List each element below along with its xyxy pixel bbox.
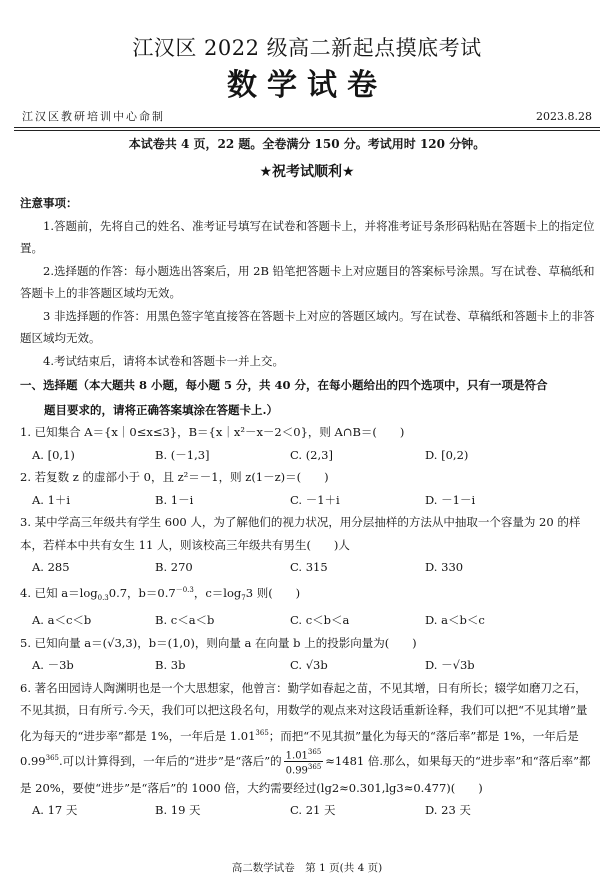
question-6-options — [20, 799, 596, 822]
header-rule — [14, 127, 600, 128]
ratio-fraction: $\frac{1.01^{365}}{0.99^{365}}$ — [285, 747, 322, 777]
option: A. 285 — [32, 560, 70, 574]
note-item: 4.考试结束后，请将本试卷和答题卡一并上交。 — [43, 353, 284, 368]
page-footer: 高二数学试卷 第 1 页(共 4 页) — [231, 862, 383, 874]
option: C. (2,3] — [290, 447, 333, 462]
option: D. 330 — [425, 560, 464, 574]
option: B. 3b — [155, 658, 186, 673]
header-meta — [22, 108, 592, 126]
good-luck-banner — [0, 162, 614, 182]
question-5-options — [20, 654, 596, 677]
exam-title: 江汉区 2022 级高二新起点摸底考试 — [132, 36, 482, 60]
option: C. －1＋i — [290, 492, 340, 507]
question-3-options — [20, 556, 596, 579]
note-item: 1.答题前，先将自己的姓名、准考证号填写在试卷和答题卡上，并将准考证号条形码粘贴在答题卡上的指定位置。 — [20, 218, 595, 255]
option: A. a＜c＜b — [32, 613, 92, 628]
issuer: 江汉区教研培训中心命制 — [22, 110, 165, 123]
option: D. －√3b — [425, 658, 475, 673]
option: B. 19 天 — [155, 803, 201, 818]
option: D. －1－i — [425, 492, 476, 507]
option: B. 1－i — [155, 492, 194, 507]
question-4-options — [20, 609, 596, 632]
exam-info: 本试卷共 4 页，22 题。全卷满分 150 分。考试用时 120 分钟。 — [128, 137, 486, 151]
section-heading-cont: 题目要求的，请将正确答案填涂在答题卡上.） — [44, 402, 279, 417]
note-item: 2.选择题的作答：每小题选出答案后，用 2B 铅笔把答题卡上对应题目的答案标号涂黑。写在试卷、草稿纸和答题卡上的非答题区域均无效。 — [20, 263, 595, 300]
option: D. [0,2) — [425, 447, 469, 462]
question-1-options — [20, 444, 596, 467]
option: A. －3b — [32, 658, 74, 673]
exam-date: 2023.8.28 — [536, 110, 592, 123]
option: C. c＜b＜a — [290, 613, 350, 628]
exam-body — [20, 192, 596, 822]
question-5-stem: 5. 已知向量 a＝(√3,3)，b＝(1,0)，则向量 a 在向量 b 上的投影向量为( ) — [20, 635, 417, 650]
section-heading: 一、选择题（本大题共 8 小题，每小题 5 分，共 40 分，在每小题给出的四个选项中，只有一项是符合 — [20, 378, 548, 392]
option: B. 270 — [155, 560, 193, 574]
notes-title: 注意事项： — [20, 196, 78, 210]
option: D. 23 天 — [425, 803, 471, 818]
option: C. 21 天 — [290, 803, 336, 818]
option: A. 17 天 — [32, 803, 78, 818]
wish-text: 祝考试顺利 — [272, 164, 342, 180]
option: D. a＜b＜c — [425, 613, 485, 628]
option: B. (－1,3] — [155, 447, 210, 462]
question-6-stem: 6. 著名田园诗人陶渊明也是一个大思想家，他曾言：勤学如春起之苗，不见其增，日有所长；辍学如磨刀之石，不见其损，日有所亏.今天，我们可以把这段名句，用数学的观点来对这段话重新诠释，我们可以把“不见其增”量化为每天的“进步率”都是 1%，一年后是 1.01$^{365}$；而把“不见其损”量化为每天的“落后率”都是 1%，一年后是 0.99$^{365}$.可以计算得到，一年后的“进步”是“落后”的 $\frac{1.01^{365}}{0.99^{365}}$ ≈1481 倍.那么，如果每天的“进步率”和“落后率”都是 20%，要使“进步”是“落后”的 1000 倍，大约需要经过(lg2≈0.301,lg3≈0.477)( ) — [20, 680, 591, 795]
header-rule-thin — [14, 130, 600, 131]
star-icon: ★ — [259, 164, 272, 180]
note-item: 3 非选择题的作答：用黑色签字笔直接答在答题卡上对应的答题区域内。写在试卷、草稿纸和答题卡上的非答题区域均无效。 — [20, 308, 595, 345]
question-2-stem: 2. 若复数 z 的虚部小于 0，且 z²＝－1，则 z(1－z)＝( ) — [20, 470, 329, 484]
question-2-options — [20, 489, 596, 512]
document-title: 数学试卷 — [227, 68, 387, 103]
option: C. 315 — [290, 560, 328, 574]
question-4-stem: 4. 已知 $a=\log_{0.3}0.7$，$b=0.7^{-0.3}$，$c=\log_73$ 则( ) — [20, 585, 301, 602]
question-3-stem: 3. 某中学高三年级共有学生 600 人，为了解他们的视力状况，用分层抽样的方法从中抽取一个容量为 20 的样本，若样本中共有女生 11 人，则该校高三年级共有男生( )人 — [20, 515, 581, 552]
option: A. 1＋i — [32, 492, 71, 507]
question-1-stem: 1. 已知集合 A＝{x｜0≤x≤3}，B＝{x｜x²－x－2＜0}，则 A∩B＝( ) — [20, 425, 405, 439]
option: A. [0,1) — [32, 447, 75, 462]
option: B. c＜a＜b — [155, 613, 215, 628]
star-icon: ★ — [342, 164, 355, 180]
option: C. √3b — [290, 658, 328, 673]
